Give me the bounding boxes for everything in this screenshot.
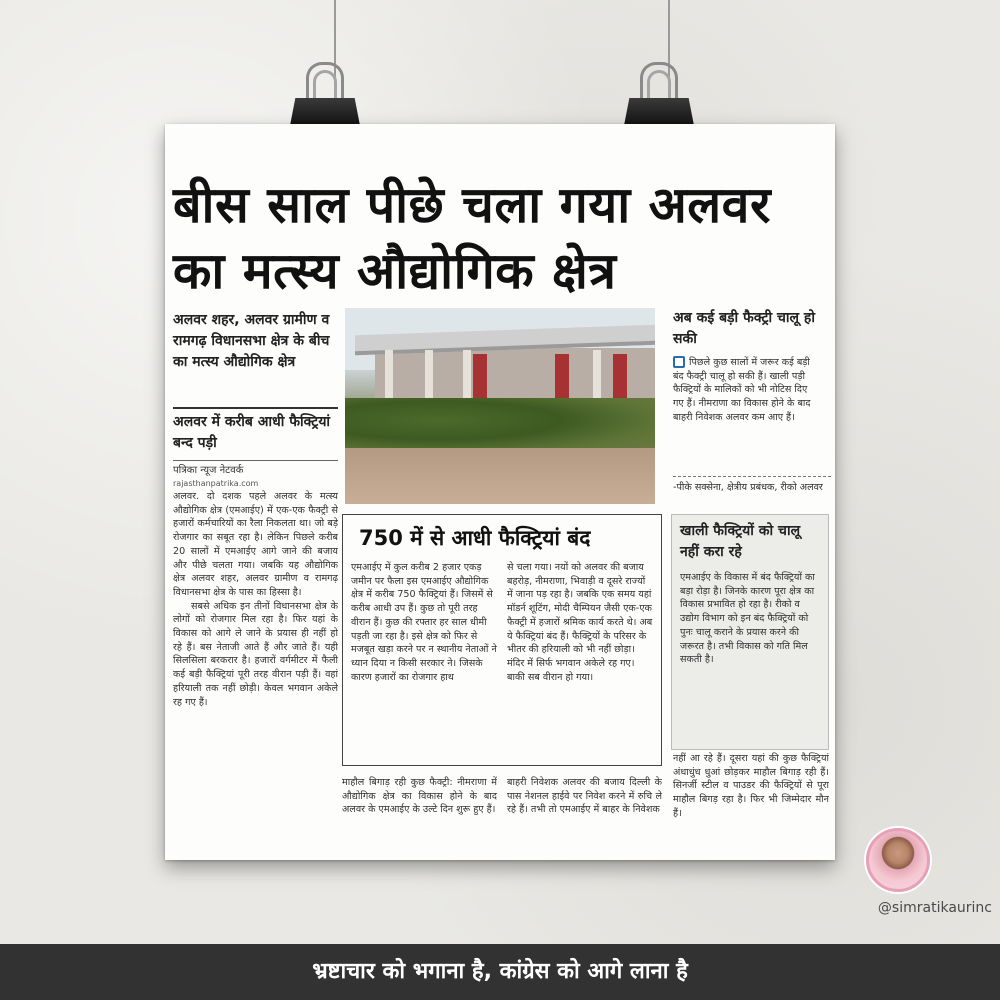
byline-site: rajasthanpatrika.com bbox=[173, 479, 259, 488]
byline bbox=[173, 460, 338, 490]
box-headline: 750 में से आधी फैक्ट्रियां बंद bbox=[359, 526, 591, 550]
right-quote-text: पिछले कुछ सालों में जरूर कई बड़ी बंद फैक्ट्री चालू हो सकी हैं। खाली पड़ी फैक्ट्रियों के मालिकों को भी नोटिस दिए गए हैं। नीमराणा का विकास होने के बाद बाहरी निवेशक अलवर कम आए हैं। bbox=[673, 357, 811, 423]
right-bottom-text: नहीं आ रहे हैं। दूसरा यहां की कुछ फैक्ट्रियां अंधाधुंध धुआं छोड़कर माहौल बिगाड़ रही हैं। सिनर्जी स्टील व पाउडर की फैक्ट्रियों से पूरा माहौल बिगड़ रहा है। फिर भी जिम्मेदार मौन हैं। bbox=[673, 753, 829, 819]
right-credit: -पीके सक्सेना, क्षेत्रीय प्रबंधक, रीको अलवर bbox=[673, 476, 831, 495]
byline-agency: पत्रिका न्यूज नेटवर्क bbox=[173, 465, 244, 476]
headline-line-2: का मत्स्य औद्योगिक क्षेत्र bbox=[173, 242, 617, 300]
slogan-banner bbox=[0, 944, 1000, 1000]
headline-line-1: बीस साल पीछे चला गया अलवर bbox=[173, 176, 771, 234]
box-column-2: से चला गया। नयों को अलवर की बजाय बहरोड़, नीमराणा, भिवाड़ी व दूसरे राज्यों में जाना पड़ रहा है। जबकि एक समय यहां मॉडर्न शूटिंग, मोदी चैम्पियन जैसी एक-एक फैक्ट्री में हजारों श्रमिक कार्य करते थे। अब ये फैक्ट्रियां बंद हैं। फैक्ट्रियों के परिसर के भीतर की हरियाली को भी नहीं छोड़ा। मंदिर में सिर्फ भगवान अकेले रह गए। बाकी सब वीरान हो गया। bbox=[507, 562, 653, 683]
bottom-columns bbox=[342, 776, 662, 860]
article-paragraph-2: सबसे अधिक इन तीनों विधानसभा क्षेत्र के लोगों को रोजगार मिल रहा है। फिर यहां के विकास को आगे ले जाने के प्रयास ही नहीं हो रहे हैं। बस नेताजी आते हैं और जाते हैं। यही सिलसिला बरकरार है। हजारों वर्गमीटर में फैली कई बड़ी फैक्ट्रियां पूरी तरह वीरान पड़ी हैं। वहां हरियाली तक नहीं छोड़ी। केवल भगवान अकेले रह गए हैं। bbox=[173, 600, 338, 708]
slogan-text: भ्रष्टाचार को भगाना है, कांग्रेस को आगे लाना है bbox=[312, 959, 688, 984]
sidebar-box-text: एमआईए के विकास में बंद फैक्ट्रियों का बड़ा रोड़ा है। जिनके कारण पूरा क्षेत्र का विकास प्रभावित हो रहा है। रीको व उद्योग विभाग को इन बंद फैक्ट्रियों को पुनः चालू कराने के प्रयास करने की जरूरत है। तभी विकास को गति मिल सकती है। bbox=[680, 572, 815, 666]
lead-subheading: अलवर शहर, अलवर ग्रामीण व रामगढ़ विधानसभा क्षेत्र के बीच का मत्स्य औद्योगिक क्षेत्र bbox=[173, 312, 330, 370]
article-column-1 bbox=[173, 490, 338, 856]
social-handle: @simratikaurinc bbox=[877, 900, 992, 916]
subheading-closed-factories: अलवर में करीब आधी फैक्ट्रियां बन्द पड़ी bbox=[173, 407, 338, 454]
right-heading: अब कई बड़ी फैक्ट्री चालू हो सकी bbox=[673, 310, 815, 347]
article-paragraph-1: अलवर. दो दशक पहले अलवर के मत्स्य औद्योगिक क्षेत्र (एमआईए) में एक-एक फैक्ट्री से हजारों कर्मचारियों का रैला निकलता था। जो बड़े रोजगार का सबूत रहा है। लेकिन पिछले करीब 20 सालों में एमआईए आगे जाने की बजाय और पीछे चलता गया। जबकि यह औद्योगिक क्षेत्र अलवर शहर, अलवर ग्रामीण व रामगढ़ विधानसभा क्षेत्र के पास का हिस्सा है। bbox=[173, 491, 338, 598]
sidebar-box bbox=[671, 514, 829, 750]
quote-mark-icon bbox=[673, 356, 685, 368]
right-quote bbox=[673, 356, 821, 425]
bottom-column-2: बाहरी निवेशक अलवर की बजाय दिल्ली के पास नेशनल हाईवे पर निवेश करने में रुचि ले रहे हैं। तभी तो एमआईए में बाहर के निवेशक bbox=[507, 777, 662, 816]
bottom-column-1: माहौल बिगाड़ रही कुछ फैक्ट्री: नीमराणा में औद्योगिक क्षेत्र का विकास होने के बाद अलवर के एमआईए के उल्टे दिन शुरू हुए हैं। bbox=[342, 777, 497, 816]
sidebar-box-heading: खाली फैक्ट्रियों को चालू नहीं करा रहे bbox=[680, 523, 801, 560]
box-column-1: एमआईए में कुल करीब 2 हजार एकड़ जमीन पर फैला इस एमआईए औद्योगिक क्षेत्र में करीब 750 फैक्ट्रियां हैं। जिसमें से करीब आधी उप हैं। कुछ तो पूरी तरह वीरान हैं। कुछ की रफ्तार हर साल धीमी पड़ती जा रहा है। इसे क्षेत्र को फिर से मजबूत खड़ा करने पर न स्थानीय नेताओं ने ध्यान दिया न किसी सरकार ने। जिसके कारण हजारों का रोजगार हाथ bbox=[351, 562, 497, 683]
abandoned-factory-photo bbox=[345, 308, 655, 504]
factories-closed-box bbox=[342, 514, 662, 766]
newspaper-clipping bbox=[165, 124, 835, 860]
profile-avatar[interactable] bbox=[866, 828, 930, 892]
headline bbox=[173, 172, 833, 304]
